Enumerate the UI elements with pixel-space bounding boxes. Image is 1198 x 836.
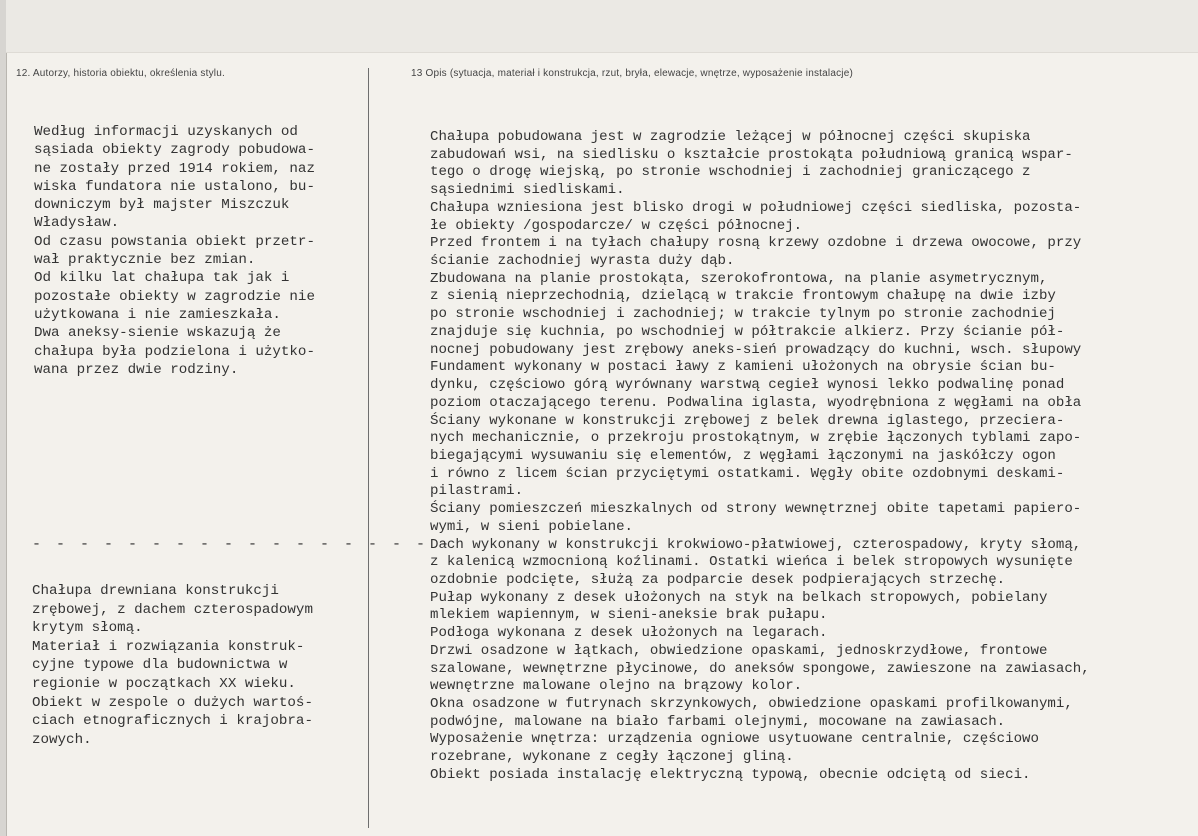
text-line: Dach wykonany w konstrukcji krokwiowo-płatwiowej, czterospadowy, kryty słomą, [430,536,1082,553]
text-line: wymi, w sieni pobielane. [430,518,633,535]
text-line: Od kilku lat chałupa tak jak i [34,270,290,287]
text-line: z kalenicą wzmocnioną koźlinami. Ostatki wieńca i belek stropowych wysunięte [430,554,1073,571]
text-line: Od czasu powstania obiekt przetr- [34,233,315,250]
text-line: wiska fundatora nie ustalono, bu- [34,178,315,195]
text-line: Chałupa wzniesiona jest blisko drogi w południowej części siedliska, pozosta- [430,199,1082,216]
text-line: pilastrami. [430,483,524,500]
dashed-separator: - - - - - - - - - - - - - - - - - - [32,536,453,553]
text-line: tego o drogę wiejską, po stronie wschodniej i zachodniej graniczącego z [430,164,1031,181]
text-line: ścianie zachodniej wyrasta duży dąb. [430,253,735,270]
text-line: sąsiednimi siedliskami. [430,182,625,199]
text-line: Pułap wykonany z desek ułożonych na styk na belkach stropowych, pobielany [430,589,1048,606]
text-line: podwójne, malowane na biało farbami olejnymi, mocowane na zawiasach. [430,713,1006,730]
text-line: ozdobnie podcięte, służą za podparcie desek podpierających strzechę. [430,571,1006,588]
text-line: znajduje się kuchnia, po wschodniej w półtrakcie alkierz. Przy ścianie pół- [430,323,1065,340]
text-line: rozebrane, wykonane z cegły łączonej gliną. [430,749,794,766]
text-line: Obiekt posiada instalację elektryczną typową, obecnie odciętą od sieci. [430,766,1031,783]
text-line: Zbudowana na planie prostokąta, szerokofrontowa, na planie asymetrycznym, [430,270,1048,287]
text-line: pozostałe obiekty w zagrodzie nie [34,288,315,305]
text-line: Drzwi osadzone w łątkach, obwiedzione opaskami, jednoskrzydłowe, frontowe [430,642,1048,659]
text-line: Władysław. [34,215,120,232]
section-12-header: 12. Autorzy, historia obiektu, określenia stylu. [16,68,225,79]
text-line: Przed frontem i na tyłach chałupy rosną krzewy ozdobne i drzewa owocowe, przy [430,235,1082,252]
column-divider [368,68,369,828]
text-line: Okna osadzone w futrynach skrzynkowych, obwiedzione opaskami profilkowanymi, [430,696,1073,712]
text-line: chałupa była podzielona i użytko- [34,343,315,360]
text-line: mlekiem wapiennym, w sieni-aneksie brak pułapu. [430,607,828,624]
text-line: Obiekt w zespole o dużych wartoś- [32,694,313,711]
text-line: Chałupa drewniana konstrukcji [32,583,279,599]
text-line: poziom otaczającego terenu. Podwalina iglasta, wyodrębniona z węgłami na obła [430,394,1082,411]
text-line: downiczym był majster Miszczuk [34,197,290,214]
style-summary-text [32,582,313,749]
text-line: i równo z licem ścian przyciętymi ostatkami. Węgły obite ozdobnymi deskami- [430,465,1065,482]
text-line: ciach etnograficznych i krajobra- [32,713,313,730]
text-line: dynku, częściowo górą wyrównany warstwą cegieł wynosi lekko podwalinę ponad [430,377,1065,394]
text-line: łe obiekty /gospodarcze/ w części północnej. [430,217,803,234]
text-line: nocnej pobudowany jest zrębowy aneks-sień prowadzący do kuchni, wsch. słupowy [430,341,1082,358]
text-line: regionie w początkach XX wieku. [32,675,296,692]
section-13-header: 13 Opis (sytuacja, materiał i konstrukcja, rzut, bryła, elewacje, wnętrze, wyposażenie instalacje) [411,68,853,79]
text-line: Materiał i rozwiązania konstruk- [32,638,305,655]
text-line: zowych. [32,731,92,748]
text-line: wał praktycznie bez zmian. [34,252,256,269]
text-line: użytkowana i nie zamieszkała. [34,306,281,323]
text-line: Wyposażenie wnętrza: urządzenia ogniowe usytuowane centralnie, częściowo [430,731,1039,748]
text-line: ne zostały przed 1914 rokiem, naz [34,160,315,177]
text-line: szalowane, wewnętrzne płycinowe, do aneksów spongowe, zawieszone na zawiasach, [430,660,1090,677]
text-line: Chałupa pobudowana jest w zagrodzie leżącej w północnej części skupiska [430,129,1031,145]
text-line: po stronie wschodniej i zachodniej; w trakcie tylnym po stronie zachodniej [430,306,1056,323]
text-line: wana przez dwie rodziny. [34,361,239,378]
text-line: wewnętrzne malowane olejno na brązowy kolor. [430,678,803,695]
text-line: Dwa aneksy-sienie wskazują że [34,325,281,342]
text-line: krytym słomą. [32,620,143,637]
text-line: Fundament wykonany w postaci ławy z kamieni ułożonych na obrysie ścian bu- [430,359,1056,376]
text-line: z sienią nieprzechodnią, dzielącą w trakcie frontowym chałupę na dwie izby [430,288,1056,305]
text-line: biegającymi wysuwaniu się elementów, z węgłami łączonymi na jaskółczy ogon [430,447,1056,464]
text-line: Ściany wykonane w konstrukcji zrębowej z belek drewna iglastego, przeciera- [430,412,1065,429]
history-text [34,123,315,379]
text-line: zrębowej, z dachem czterospadowym [32,601,313,618]
text-line: cyjne typowe dla budownictwa w [32,657,288,674]
text-line: Podłoga wykonana z desek ułożonych na legarach. [430,625,828,642]
page-top-band [6,0,1198,53]
description-text [430,129,1090,785]
text-line: nych mechanicznie, o przekroju prostokątnym, w zrębie łączonych tyblami zapo- [430,430,1082,447]
text-line: zabudowań wsi, na siedlisku o kształcie prostokąta południową granicą wspar- [430,146,1073,163]
text-line: sąsiada obiekty zagrody pobudowa- [34,142,315,159]
text-line: Ściany pomieszczeń mieszkalnych od strony wewnętrznej obite tapetami papiero- [430,501,1082,518]
text-line: Według informacji uzyskanych od [34,124,298,140]
